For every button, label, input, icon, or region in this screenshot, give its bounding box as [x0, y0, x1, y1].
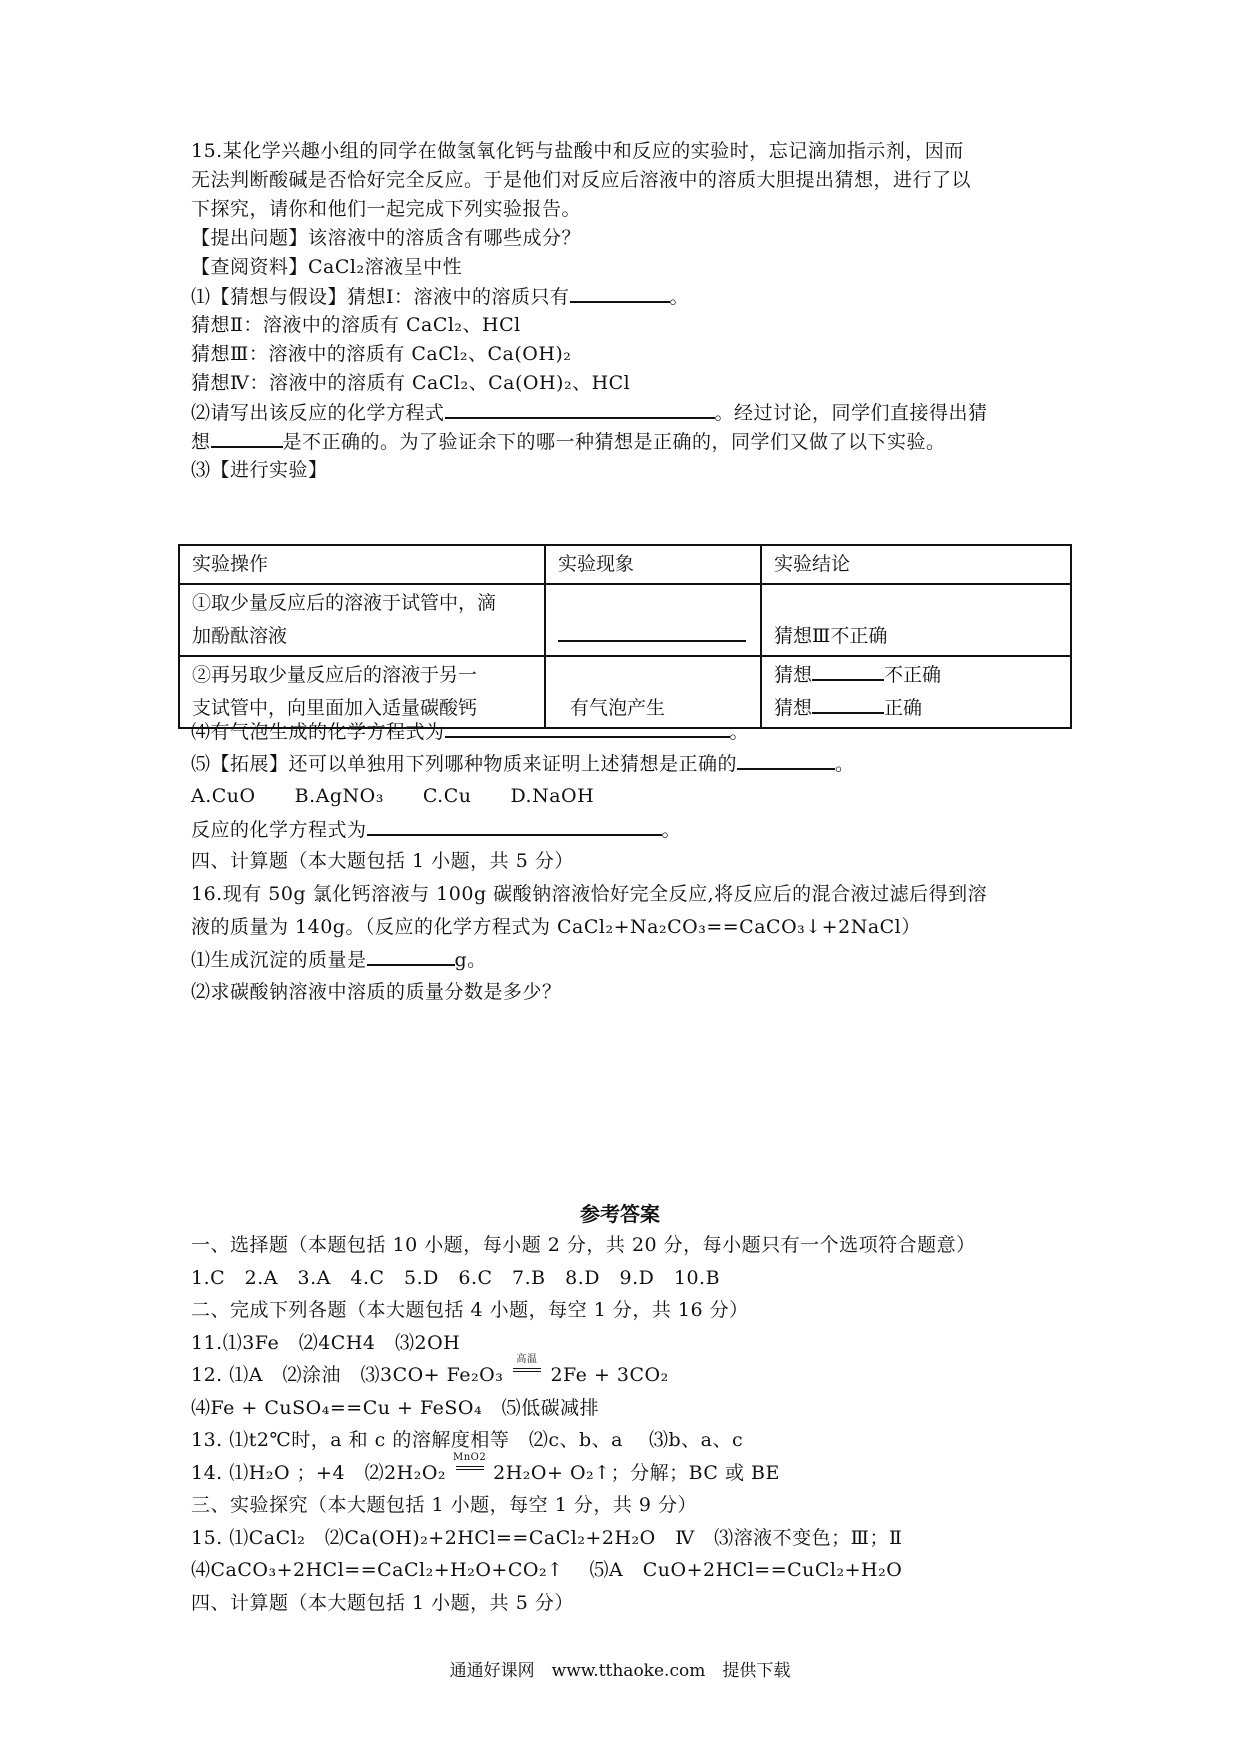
- row-2-conclusion-line-2: [774, 692, 1058, 725]
- part-2-text-prefix: 想: [191, 431, 211, 453]
- answer-11: 11.⑴3Fe ⑵4CH4 ⑶2OH: [191, 1332, 461, 1354]
- q15-info: 【查阅资料】CaCl₂溶液呈中性: [191, 256, 463, 278]
- answer-12-text: 12. ⑴A ⑵涂油 ⑶3CO+ Fe₂O₃: [191, 1364, 504, 1386]
- q15-part-3: ⑶【进行实验】: [191, 459, 328, 481]
- period: 。: [661, 819, 682, 841]
- guess-word: 猜想: [774, 664, 813, 686]
- header-phenomenon: 实验现象: [545, 545, 761, 584]
- answer-12: [191, 1354, 669, 1388]
- equation-blank[interactable]: [445, 399, 715, 419]
- guess-word: 猜想: [774, 697, 813, 719]
- answers-section-3: 三、实验探究（本大题包括 1 小题，每空 1 分，共 9 分）: [191, 1494, 698, 1516]
- answer-blank[interactable]: [367, 946, 455, 966]
- guess-blank[interactable]: [211, 428, 283, 448]
- period: 。: [669, 286, 690, 308]
- q15-guess-1: [191, 283, 689, 310]
- reaction-condition: MnO2: [452, 1452, 487, 1463]
- answer-15-line-2: ⑷CaCO₃+2HCl==CaCl₂+H₂O+CO₂↑ ⑸A CuO+2HCl==CuCl₂+H₂O: [191, 1559, 903, 1581]
- q16-part-2: ⑵求碳酸钠溶液中溶质的质量分数是多少？: [191, 981, 562, 1003]
- answers-section-2: 二、完成下列各题（本大题包括 4 小题，每空 1 分，共 16 分）: [191, 1299, 749, 1321]
- answer-14-text: 14. ⑴H₂O ；+4 ⑵2H₂O₂: [191, 1462, 447, 1484]
- row-1-operation-line-1: ①取少量反应后的溶液于试管中，滴: [192, 592, 497, 614]
- row-2-conclusion-line-1: [774, 659, 1058, 692]
- row-2-operation-line-1: ②再另取少量反应后的溶液于另一: [192, 664, 478, 686]
- q15-part-2-line-1: [191, 399, 988, 426]
- guess-blank[interactable]: [812, 661, 884, 681]
- section-4-heading: 四、计算题（本大题包括 1 小题，共 5 分）: [191, 850, 574, 872]
- q16-part-1-text: ⑴生成沉淀的质量是: [191, 949, 367, 971]
- q15-guess-3: 猜想Ⅲ：溶液中的溶质有 CaCl₂、Ca(OH)₂: [191, 343, 572, 365]
- experiment-table: [178, 544, 1072, 729]
- answer-blank[interactable]: [737, 750, 835, 770]
- part-2-text-cont: 。经过讨论，同学们直接得出猜: [714, 402, 988, 424]
- part-5-text: ⑸【拓展】还可以单独用下列哪种物质来证明上述猜想是正确的: [191, 753, 738, 775]
- equation-blank[interactable]: [445, 718, 730, 738]
- answer-12-products: 2Fe + 3CO₂: [550, 1364, 669, 1386]
- equation-blank[interactable]: [367, 816, 662, 836]
- period: 。: [729, 721, 750, 743]
- part-2-text: ⑵请写出该反应的化学方程式: [191, 402, 445, 424]
- q15-part-4: [191, 718, 749, 745]
- part-4-text: ⑷有气泡生成的化学方程式为: [191, 721, 445, 743]
- part-5-eq-text: 反应的化学方程式为: [191, 819, 367, 841]
- q15-intro-line-3: 下探究，请你和他们一起完成下列实验报告。: [191, 198, 582, 220]
- answers-choice: 1.C 2.A 3.A 4.C 5.D 6.C 7.B 8.D 9.D 10.B: [191, 1267, 721, 1289]
- q15-part-2-line-2: [191, 428, 946, 455]
- part-2-text-rest: 是不正确的。为了验证余下的哪一种猜想是正确的，同学们又做了以下实验。: [282, 431, 946, 453]
- guess-1-text: ⑴【猜想与假设】猜想Ⅰ：溶液中的溶质只有: [191, 286, 570, 308]
- q15-guess-4: 猜想Ⅳ：溶液中的溶质有 CaCl₂、Ca(OH)₂、HCl: [191, 372, 631, 394]
- correct-text: 正确: [884, 697, 923, 719]
- q15-options: A.CuO B.AgNO₃ C.Cu D.NaOH: [191, 785, 595, 807]
- phenomenon-blank[interactable]: [558, 622, 746, 642]
- answers-section-1: 一、选择题（本题包括 10 小题，每小题 2 分，共 20 分，每小题只有一个选项符合题意）: [191, 1234, 976, 1256]
- header-operation: 实验操作: [179, 545, 545, 584]
- table-header-row: [179, 545, 1071, 584]
- answers-section-4: 四、计算题（本大题包括 1 小题，共 5 分）: [191, 1592, 574, 1614]
- answer-15-line-1: 15. ⑴CaCl₂ ⑵Ca(OH)₂+2HCl==CaCl₂+2H₂O Ⅳ ⑶溶液不变色；Ⅲ；Ⅱ: [191, 1527, 903, 1549]
- answer-12-cont: ⑷Fe + CuSO₄==Cu + FeSO₄ ⑸低碳减排: [191, 1397, 600, 1419]
- reaction-condition: 高温: [516, 1354, 538, 1365]
- period: 。: [835, 753, 855, 775]
- q16-line-2: 液的质量为 140g。（反应的化学方程式为 CaCl₂+Na₂CO₃==CaCO₃↓+2NaCl）: [191, 916, 921, 938]
- q16-part-1: [191, 946, 487, 973]
- page-footer: 通通好课网 www.tthaoke.com 提供下载: [449, 1661, 791, 1681]
- row-1-operation-line-2: 加酚酞溶液: [192, 625, 288, 647]
- row-1-phenomenon: [545, 584, 761, 656]
- q16-line-1: 16.现有 50g 氯化钙溶液与 100g 碳酸钠溶液恰好完全反应,将反应后的混合液过滤后得到溶: [191, 883, 988, 905]
- q15-intro-line-1: 15.某化学兴趣小组的同学在做氢氧化钙与盐酸中和反应的实验时，忘记滴加指示剂，因而: [191, 140, 964, 162]
- row-1-conclusion-text: 猜想Ⅲ不正确: [774, 625, 888, 647]
- unit-text: g。: [454, 949, 487, 971]
- row-2-phenomenon-text: 有气泡产生: [570, 697, 666, 719]
- answer-blank[interactable]: [570, 283, 670, 303]
- incorrect-text: 不正确: [884, 664, 942, 686]
- row-2-operation-line-2: 支试管中，向里面加入适量碳酸钙: [192, 697, 478, 719]
- q15-part-5: [191, 750, 855, 777]
- row-2-conclusion: [761, 656, 1071, 728]
- header-conclusion: 实验结论: [761, 545, 1071, 584]
- guess-blank[interactable]: [812, 694, 884, 714]
- q15-question: 【提出问题】该溶液中的溶质含有哪些成分？: [191, 227, 582, 249]
- answer-14: [191, 1452, 780, 1486]
- row-1-conclusion: [761, 584, 1071, 656]
- q15-part-5-equation: [191, 816, 681, 843]
- answer-13: 13. ⑴t2℃时，a 和 c 的溶解度相等 ⑵c、b、a ⑶b、a、c: [191, 1429, 744, 1451]
- row-1-operation: [179, 584, 545, 656]
- answers-title: 参考答案: [580, 1202, 660, 1226]
- table-row: [179, 584, 1071, 656]
- q15-intro-line-2: 无法判断酸碱是否恰好完全反应。于是他们对反应后溶液中的溶质大胆提出猜想，进行了以: [191, 169, 972, 191]
- answer-14-products: 2H₂O+ O₂↑；分解；BC 或 BE: [493, 1462, 780, 1484]
- q15-guess-2: 猜想Ⅱ：溶液中的溶质有 CaCl₂、HCl: [191, 314, 521, 336]
